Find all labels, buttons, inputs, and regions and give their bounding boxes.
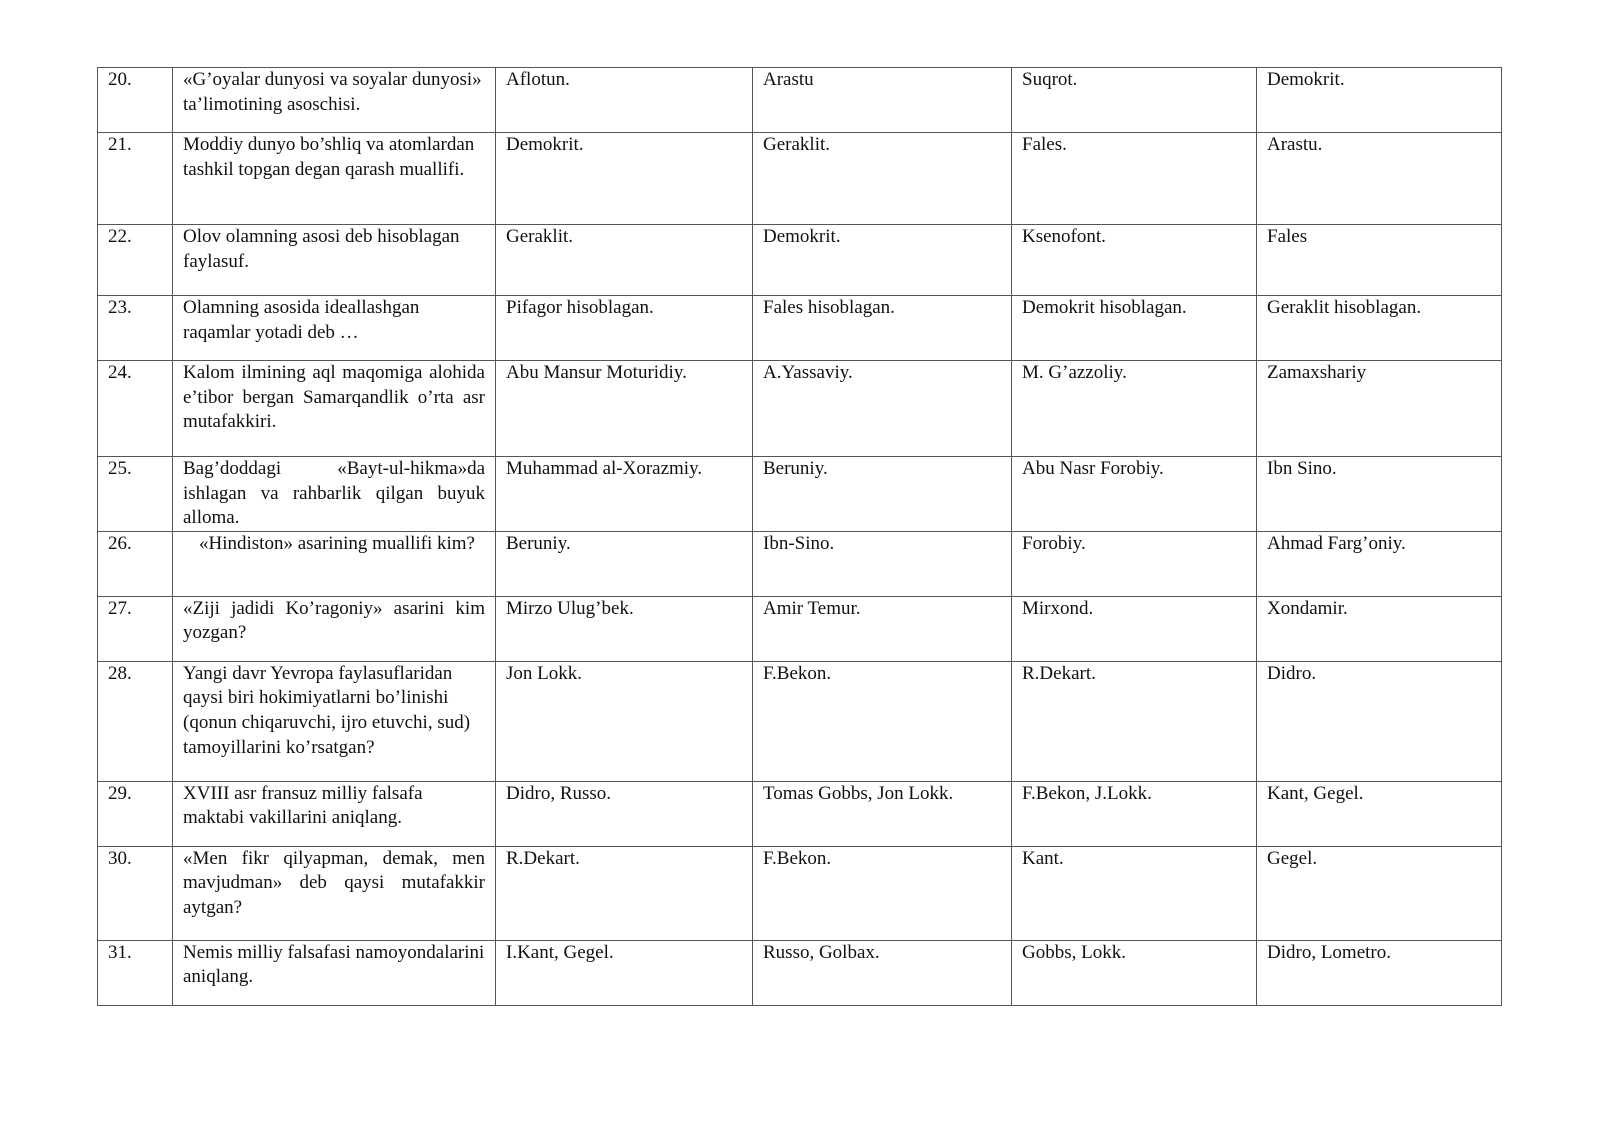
option-c: Forobiy.	[1012, 531, 1257, 596]
option-c: Mirxond.	[1012, 596, 1257, 661]
option-a: Pifagor hisoblagan.	[496, 296, 753, 361]
question-row	[98, 596, 1502, 661]
option-a: Muhammad al-Xorazmiy.	[496, 457, 753, 532]
option-b: Amir Temur.	[753, 596, 1012, 661]
option-d: Demokrit.	[1257, 68, 1502, 133]
option-a: Abu Mansur Moturidiy.	[496, 361, 753, 457]
question-number: 29.	[98, 781, 173, 846]
option-c: Demokrit hisoblagan.	[1012, 296, 1257, 361]
option-d: Zamaxshariy	[1257, 361, 1502, 457]
option-a: Mirzo Ulug’bek.	[496, 596, 753, 661]
question-row	[98, 225, 1502, 296]
question-text: Olamning asosida ideallashgan raqamlar yotadi deb …	[173, 296, 496, 361]
question-text: «Men fikr qilyapman, demak, men mavjudman» deb qaysi mutafakkir aytgan?	[173, 846, 496, 940]
option-b: Beruniy.	[753, 457, 1012, 532]
option-b: Tomas Gobbs, Jon Lokk.	[753, 781, 1012, 846]
question-row	[98, 531, 1502, 596]
option-a: Geraklit.	[496, 225, 753, 296]
question-text: Moddiy dunyo bo’shliq va atomlardan tashkil topgan degan qarash muallifi.	[173, 133, 496, 225]
question-row	[98, 361, 1502, 457]
question-text: «Hindiston» asarining muallifi kim?	[173, 531, 496, 596]
option-d: Xondamir.	[1257, 596, 1502, 661]
option-a: Didro, Russo.	[496, 781, 753, 846]
question-number: 20.	[98, 68, 173, 133]
question-number: 24.	[98, 361, 173, 457]
question-number: 25.	[98, 457, 173, 532]
question-number: 23.	[98, 296, 173, 361]
option-a: I.Kant, Gegel.	[496, 940, 753, 1005]
option-d: Didro.	[1257, 661, 1502, 781]
question-row	[98, 846, 1502, 940]
option-a: R.Dekart.	[496, 846, 753, 940]
option-d: Fales	[1257, 225, 1502, 296]
question-row	[98, 940, 1502, 1005]
option-b: F.Bekon.	[753, 661, 1012, 781]
question-text: «G’oyalar dunyosi va soyalar dunyosi» ta’limotining asoschisi.	[173, 68, 496, 133]
option-c: Gobbs, Lokk.	[1012, 940, 1257, 1005]
question-text: Nemis milliy falsafasi namoyondalarini aniqlang.	[173, 940, 496, 1005]
question-number: 31.	[98, 940, 173, 1005]
question-number: 28.	[98, 661, 173, 781]
option-d: Gegel.	[1257, 846, 1502, 940]
option-c: Kant.	[1012, 846, 1257, 940]
question-text: Kalom ilmining aql maqomiga alohida e’tibor bergan Samarqandlik o’rta asr mutafakkiri.	[173, 361, 496, 457]
quiz-table	[97, 67, 1502, 1006]
question-number: 30.	[98, 846, 173, 940]
question-number: 27.	[98, 596, 173, 661]
option-b: F.Bekon.	[753, 846, 1012, 940]
option-a: Jon Lokk.	[496, 661, 753, 781]
option-b: Demokrit.	[753, 225, 1012, 296]
option-b: Arastu	[753, 68, 1012, 133]
option-a: Aflotun.	[496, 68, 753, 133]
option-d: Ahmad Farg’oniy.	[1257, 531, 1502, 596]
option-a: Demokrit.	[496, 133, 753, 225]
option-c: M. G’azzoliy.	[1012, 361, 1257, 457]
option-b: Ibn-Sino.	[753, 531, 1012, 596]
question-row	[98, 661, 1502, 781]
option-b: Fales hisoblagan.	[753, 296, 1012, 361]
option-c: R.Dekart.	[1012, 661, 1257, 781]
question-number: 22.	[98, 225, 173, 296]
option-d: Geraklit hisoblagan.	[1257, 296, 1502, 361]
option-d: Kant, Gegel.	[1257, 781, 1502, 846]
option-c: F.Bekon, J.Lokk.	[1012, 781, 1257, 846]
option-d: Arastu.	[1257, 133, 1502, 225]
question-text: Yangi davr Yevropa faylasuflaridan qaysi biri hokimiyatlarni bo’linishi (qonun chiqaruvchi, ijro etuvchi, sud) tamoyillarini ko’rsatgan?	[173, 661, 496, 781]
option-c: Ksenofont.	[1012, 225, 1257, 296]
question-row	[98, 133, 1502, 225]
question-row	[98, 457, 1502, 532]
question-row	[98, 781, 1502, 846]
question-number: 26.	[98, 531, 173, 596]
question-row	[98, 68, 1502, 133]
option-c: Fales.	[1012, 133, 1257, 225]
option-c: Suqrot.	[1012, 68, 1257, 133]
option-b: A.Yassaviy.	[753, 361, 1012, 457]
question-row	[98, 296, 1502, 361]
option-d: Ibn Sino.	[1257, 457, 1502, 532]
question-text: XVIII asr fransuz milliy falsafa maktabi vakillarini aniqlang.	[173, 781, 496, 846]
question-text: «Ziji jadidi Ko’ragoniy» asarini kim yozgan?	[173, 596, 496, 661]
question-text: Olov olamning asosi deb hisoblagan faylasuf.	[173, 225, 496, 296]
option-b: Geraklit.	[753, 133, 1012, 225]
option-c: Abu Nasr Forobiy.	[1012, 457, 1257, 532]
question-number: 21.	[98, 133, 173, 225]
option-a: Beruniy.	[496, 531, 753, 596]
option-b: Russo, Golbax.	[753, 940, 1012, 1005]
question-text: Bag’doddagi «Bayt-ul-hikma»da ishlagan va rahbarlik qilgan buyuk alloma.	[173, 457, 496, 532]
option-d: Didro, Lometro.	[1257, 940, 1502, 1005]
